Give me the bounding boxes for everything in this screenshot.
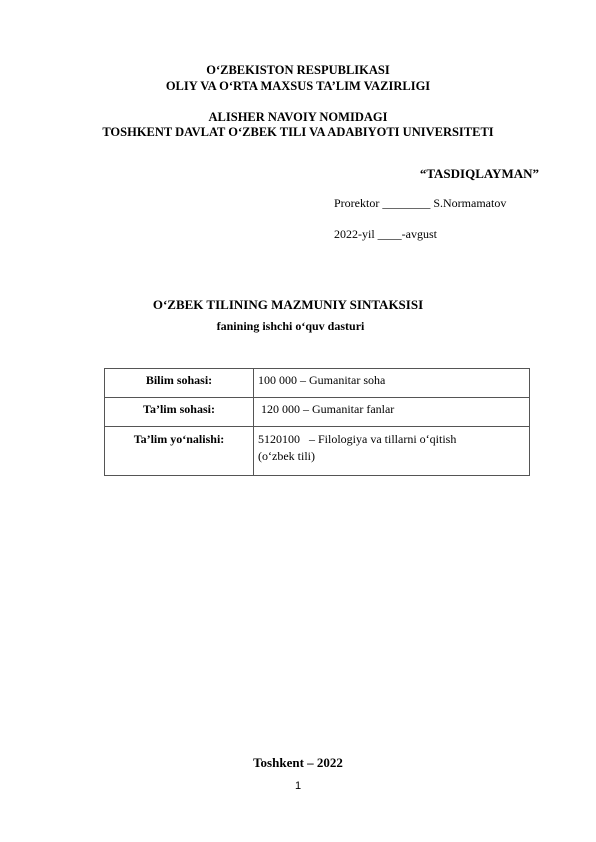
course-title: O‘ZBEK TILINING MAZMUNIY SINTAKSISI xyxy=(152,297,424,312)
table-label-cell xyxy=(105,398,254,427)
table-row xyxy=(105,369,530,398)
header-line-ministry: OLIY VA O‘RTA MAXSUS TA’LIM VAZIRLIGI xyxy=(165,79,431,93)
info-table xyxy=(104,368,530,476)
table-row xyxy=(105,427,530,476)
row-value-wrap xyxy=(258,427,529,465)
row-label: Ta’lim sohasi: xyxy=(143,402,215,416)
footer-place-year: Toshkent – 2022 xyxy=(253,755,343,770)
row-label: Ta’lim yo‘nalishi: xyxy=(133,432,225,446)
row-value: 5120100 – Filologiya va tillarni o‘qitish xyxy=(258,432,457,446)
page-number: 1 xyxy=(294,780,302,792)
approval-signer: Prorektor ________ S.Normamatov xyxy=(334,196,507,210)
table-value-cell xyxy=(254,427,530,476)
row-value-continued: (o‘zbek tili) xyxy=(258,449,315,463)
header-line-republic: O‘ZBEKISTON RESPUBLIKASI xyxy=(206,63,390,77)
course-subtitle: fanining ishchi o‘quv dasturi xyxy=(216,319,365,333)
row-label: Bilim sohasi: xyxy=(145,373,213,387)
approval-title: “TASDIQLAYMAN” xyxy=(419,166,539,181)
table-label-cell xyxy=(105,427,254,476)
table-row xyxy=(105,398,530,427)
table-label-cell xyxy=(105,369,254,398)
row-value: 120 000 – Gumanitar fanlar xyxy=(258,402,395,416)
table-value-cell xyxy=(254,369,530,398)
header-line-university: TOSHKENT DAVLAT O‘ZBEK TILI VA ADABIYOTI UNIVERSITETI xyxy=(102,125,494,139)
approval-date: 2022-yil ____-avgust xyxy=(334,227,437,241)
table-value-cell xyxy=(254,398,530,427)
header-line-named-after: ALISHER NAVOIY NOMIDAGI xyxy=(208,110,388,124)
row-value: 100 000 – Gumanitar soha xyxy=(258,373,386,387)
